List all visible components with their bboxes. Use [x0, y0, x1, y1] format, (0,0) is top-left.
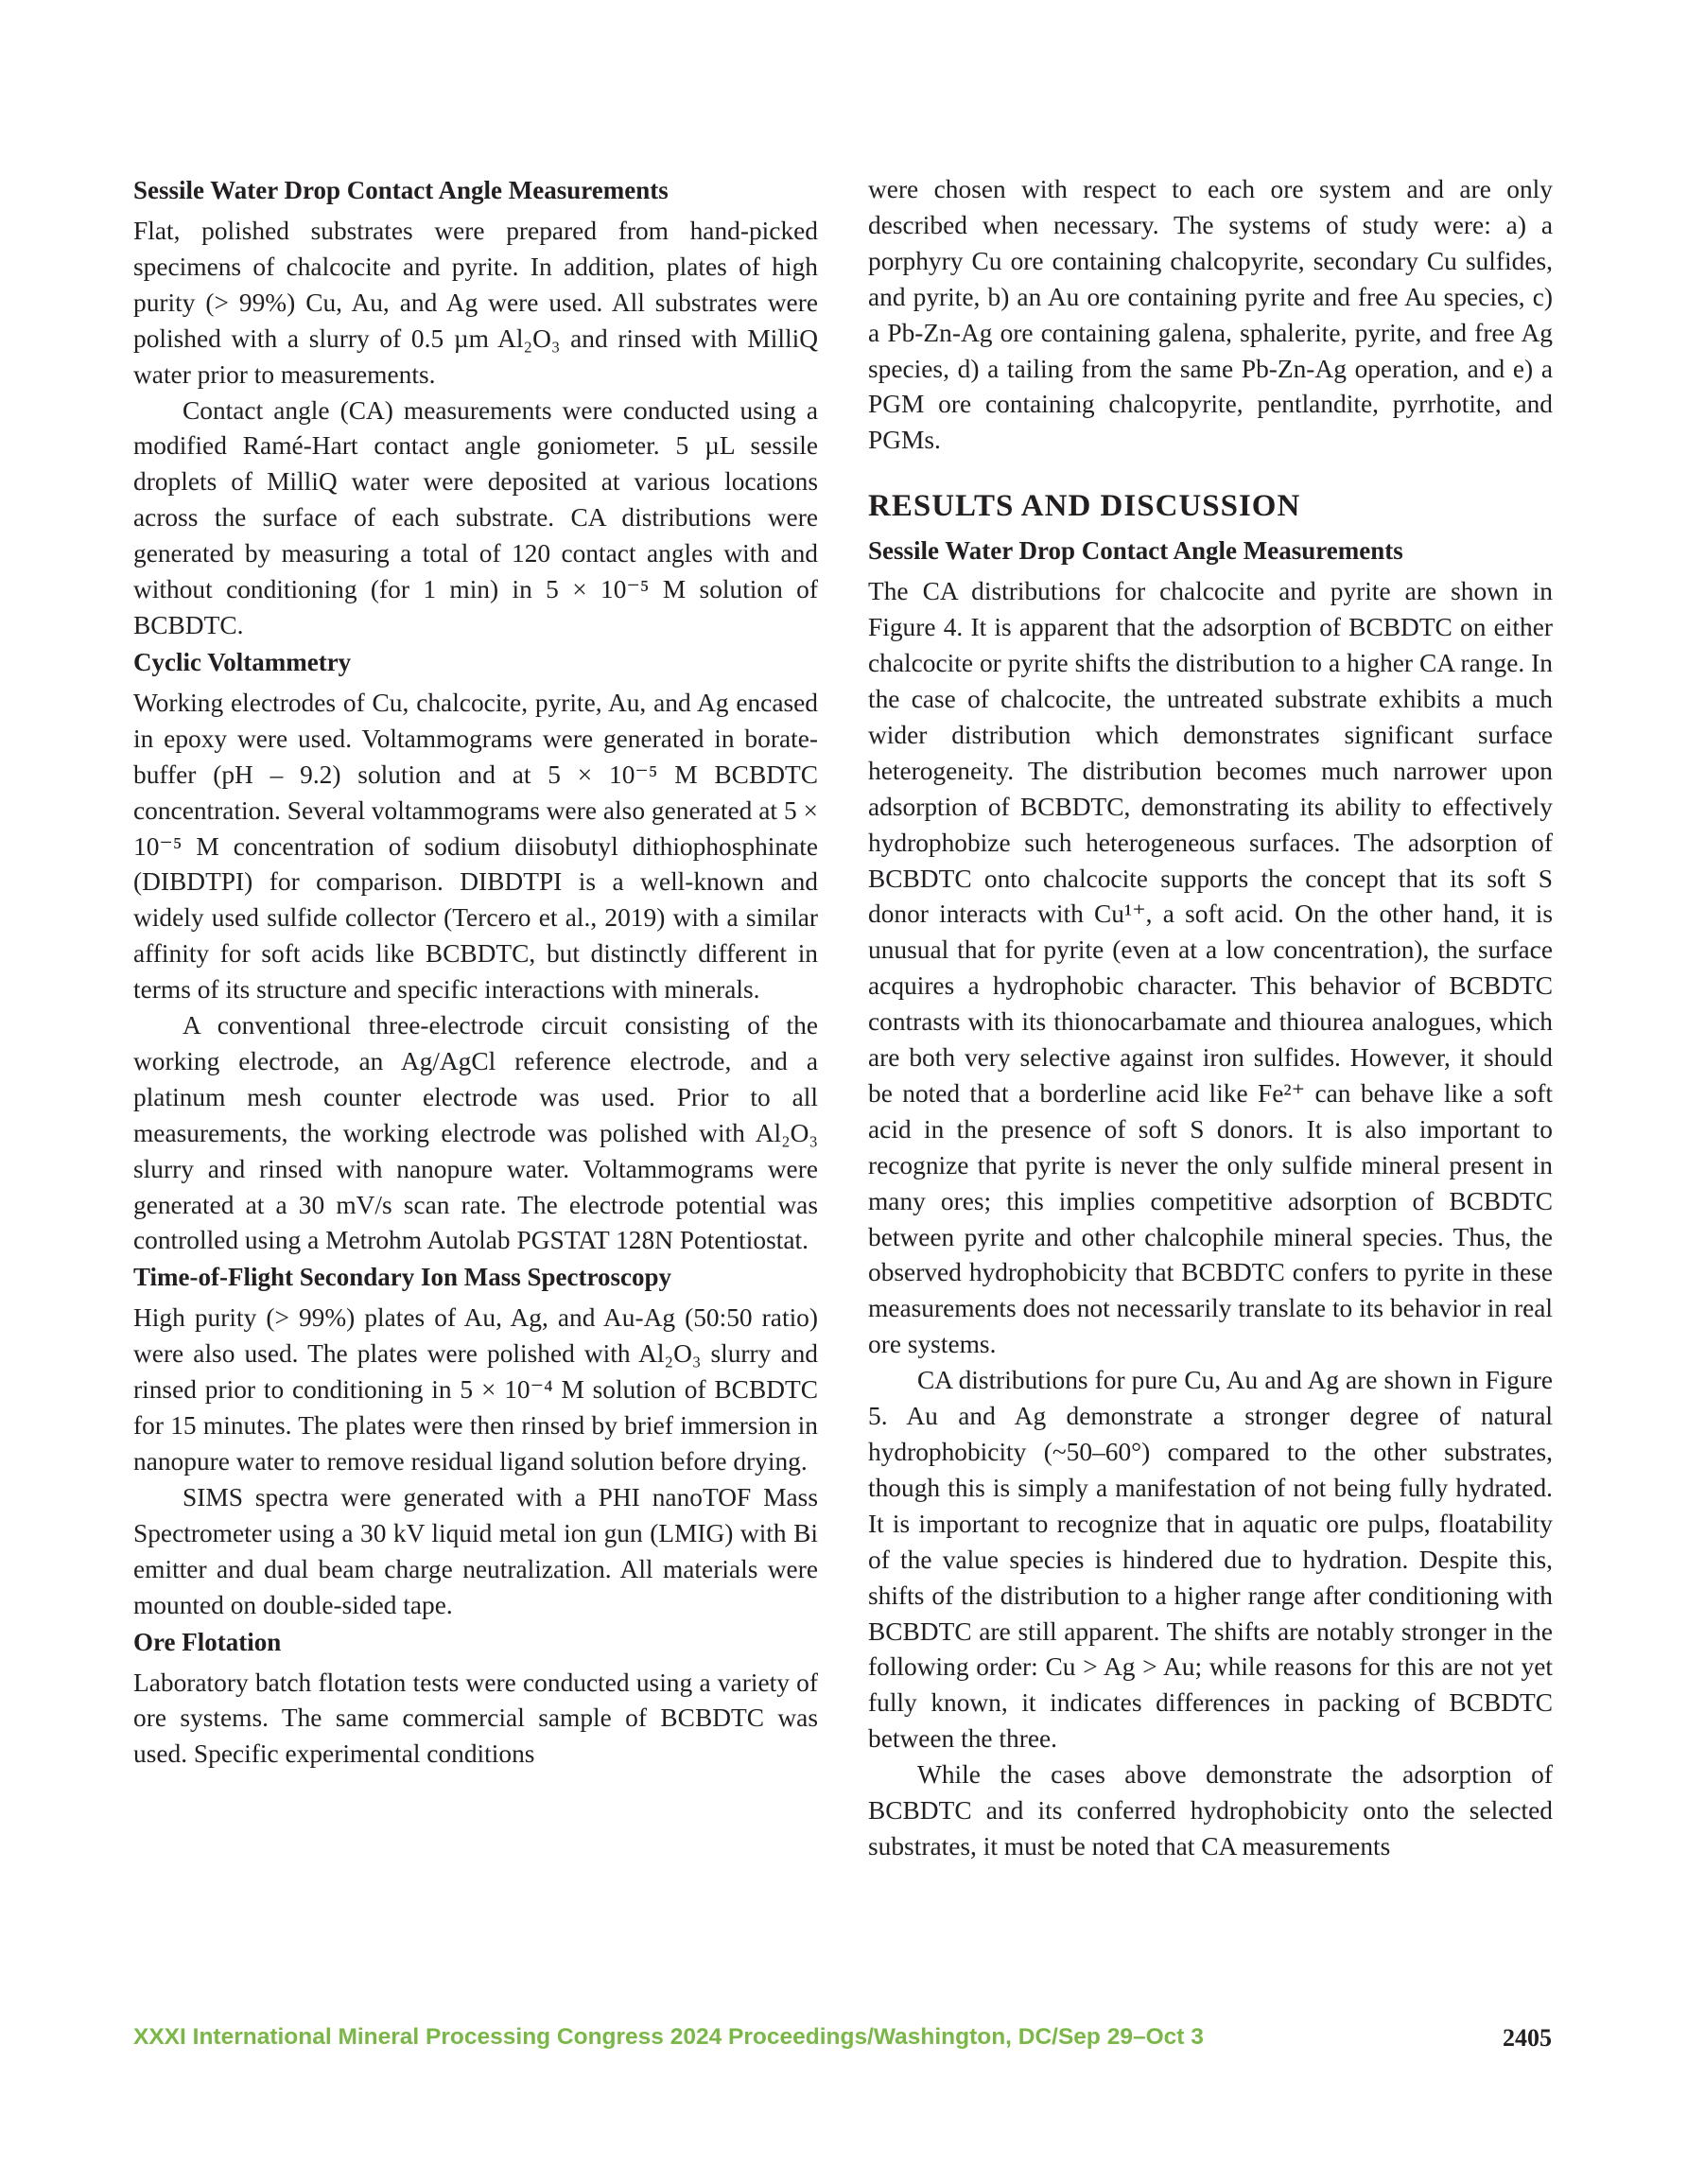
right-column — [868, 172, 1553, 1865]
paragraph: The CA distributions for chalcocite and pyrite are shown in Figure 4. It is apparent that the adsorption of BCBDTC on either chalcocite or pyrite shifts the distribution to a higher CA range. In the case of chalcocite, the untreated substrate exhibits a much wider distribution which demonstrates significant surface heterogeneity. The distribution becomes much narrower upon adsorption of BCBDTC, demonstrating its ability to effectively hydrophobize such heterogeneous surfaces. The adsorption of BCBDTC onto chalcocite supports the concept that its soft S donor interacts with Cu¹⁺, a soft acid. On the other hand, it is unusual that for pyrite (even at a low concentration), the surface acquires a hydrophobic character. This behavior of BCBDTC contrasts with its thionocarbamate and thiourea analogues, which are both very selective against iron sulfides. However, it should be noted that a borderline acid like Fe²⁺ can behave like a soft acid in the presence of soft S donors. It is also important to recognize that pyrite is never the only sulfide mineral present in many ores; this implies competitive adsorption of BCBDTC between pyrite and other chalcophile mineral species. Thus, the observed hydrophobicity that BCBDTC confers to pyrite in these measurements does not necessarily translate to its behavior in real ore systems. — [868, 577, 1553, 1359]
paragraph: were chosen with respect to each ore system and are only described when necessary. The systems of study were: a) a porphyry Cu ore containing chalcopyrite, secondary Cu sulfides, and pyrite, b) an Au ore containing pyrite and free Au species, c) a Pb-Zn-Ag ore containing galena, sphalerite, pyrite, and free Ag species, d) a tailing from the same Pb-Zn-Ag operation, and e) a PGM ore containing chalcopyrite, pentlandite, pyrrhotite, and PGMs. — [868, 175, 1553, 455]
paragraph: CA distributions for pure Cu, Au and Ag are shown in Figure 5. Au and Ag demonstrate a stronger degree of natural hydrophobicity (~50–60°) compared to the other substrates, though this is simply a manifestation of not being fully hydrated. It is important to recognize that in aquatic ore pulps, floatability of the value species is hindered due to hydration. Despite this, shifts of the distribution to a higher range after conditioning with BCBDTC are still apparent. The shifts are notably stronger in the following order: Cu > Ag > Au; while reasons for this are not yet fully known, it indicates differences in packing of BCBDTC between the three. — [868, 1366, 1553, 1754]
section-heading-contact-angle-results: Sessile Water Drop Contact Angle Measurements — [868, 536, 1403, 566]
paragraph: Working electrodes of Cu, chalcocite, pyrite, Au, and Ag encased in epoxy were used. Voltammograms were generated in borate-buffer (pH – 9.2) solution and at 5 × 10⁻⁵ M BCBDTC concentration. Several voltammograms were also generated at 5 × 10⁻⁵ M concentration of sodium diisobutyl dithiophosphinate (DIBDTPI) for comparison. DIBDTPI is a well-known and widely used sulfide collector (Tercero et al., 2019) with a similar affinity for soft acids like BCBDTC, but distinctly different in terms of its structure and specific interactions with minerals. — [133, 688, 818, 1005]
page-number: 2405 — [1503, 2024, 1552, 2052]
page-footer — [133, 2024, 1552, 2062]
paragraph: A conventional three-electrode circuit consisting of the working electrode, an Ag/AgCl reference electrode, and a platinum mesh counter electrode was used. Prior to all measurements, the working electrode was polished with Al₂O₃ slurry and rinsed with nanopure water. Voltammograms were generated at a 30 mV/s scan rate. The electrode potential was controlled using a Metrohm Autolab PGSTAT 128N Potentiostat. — [133, 1011, 818, 1255]
section-heading-cyclic-voltammetry: Cyclic Voltammetry — [133, 647, 352, 676]
paragraph: High purity (> 99%) plates of Au, Ag, and Au-Ag (50:50 ratio) were also used. The plates were polished with Al₂O₃ slurry and rinsed prior to conditioning in 5 × 10⁻⁴ M solution of BCBDTC for 15 minutes. The plates were then rinsed by brief immersion in nanopure water to remove residual ligand solution before drying. — [133, 1303, 818, 1476]
paragraph: Flat, polished substrates were prepared from hand-picked specimens of chalcocite and pyrite. In addition, plates of high purity (> 99%) Cu, Au, and Ag were used. All substrates were polished with a slurry of 0.5 µm Al₂O₃ and rinsed with MilliQ water prior to measurements. — [133, 217, 818, 389]
footer-venue: XXXI International Mineral Processing Congress 2024 Proceedings/Washington, DC/Sep 29–Oct 3 — [133, 2024, 1204, 2050]
paragraph: SIMS spectra were generated with a PHI nanoTOF Mass Spectrometer using a 30 kV liquid metal ion gun (LMIG) with Bi emitter and dual beam charge neutralization. All materials were mounted on double-sided tape. — [133, 1482, 818, 1619]
paragraph: While the cases above demonstrate the adsorption of BCBDTC and its conferred hydrophobicity onto the selected substrates, it must be noted that CA measurements — [868, 1760, 1553, 1861]
paragraph: Contact angle (CA) measurements were conducted using a modified Ramé-Hart contact angle goniometer. 5 µL sessile droplets of MilliQ water were deposited at various locations across the surface of each substrate. CA distributions were generated by measuring a total of 120 contact angles with and without conditioning (for 1 min) in 5 × 10⁻⁵ M solution of BCBDTC. — [133, 395, 818, 639]
section-heading-tof-sims: Time-of-Flight Secondary Ion Mass Spectroscopy — [133, 1263, 671, 1292]
section-heading-ore-flotation: Ore Flotation — [133, 1627, 282, 1656]
left-column — [133, 172, 818, 1773]
paragraph: Laboratory batch flotation tests were conducted using a variety of ore systems. The same commercial sample of BCBDTC was used. Specific experimental conditions — [133, 1668, 818, 1769]
section-heading-results: RESULTS AND DISCUSSION — [868, 489, 1301, 524]
section-heading-contact-angle-methods: Sessile Water Drop Contact Angle Measurements — [133, 176, 669, 204]
